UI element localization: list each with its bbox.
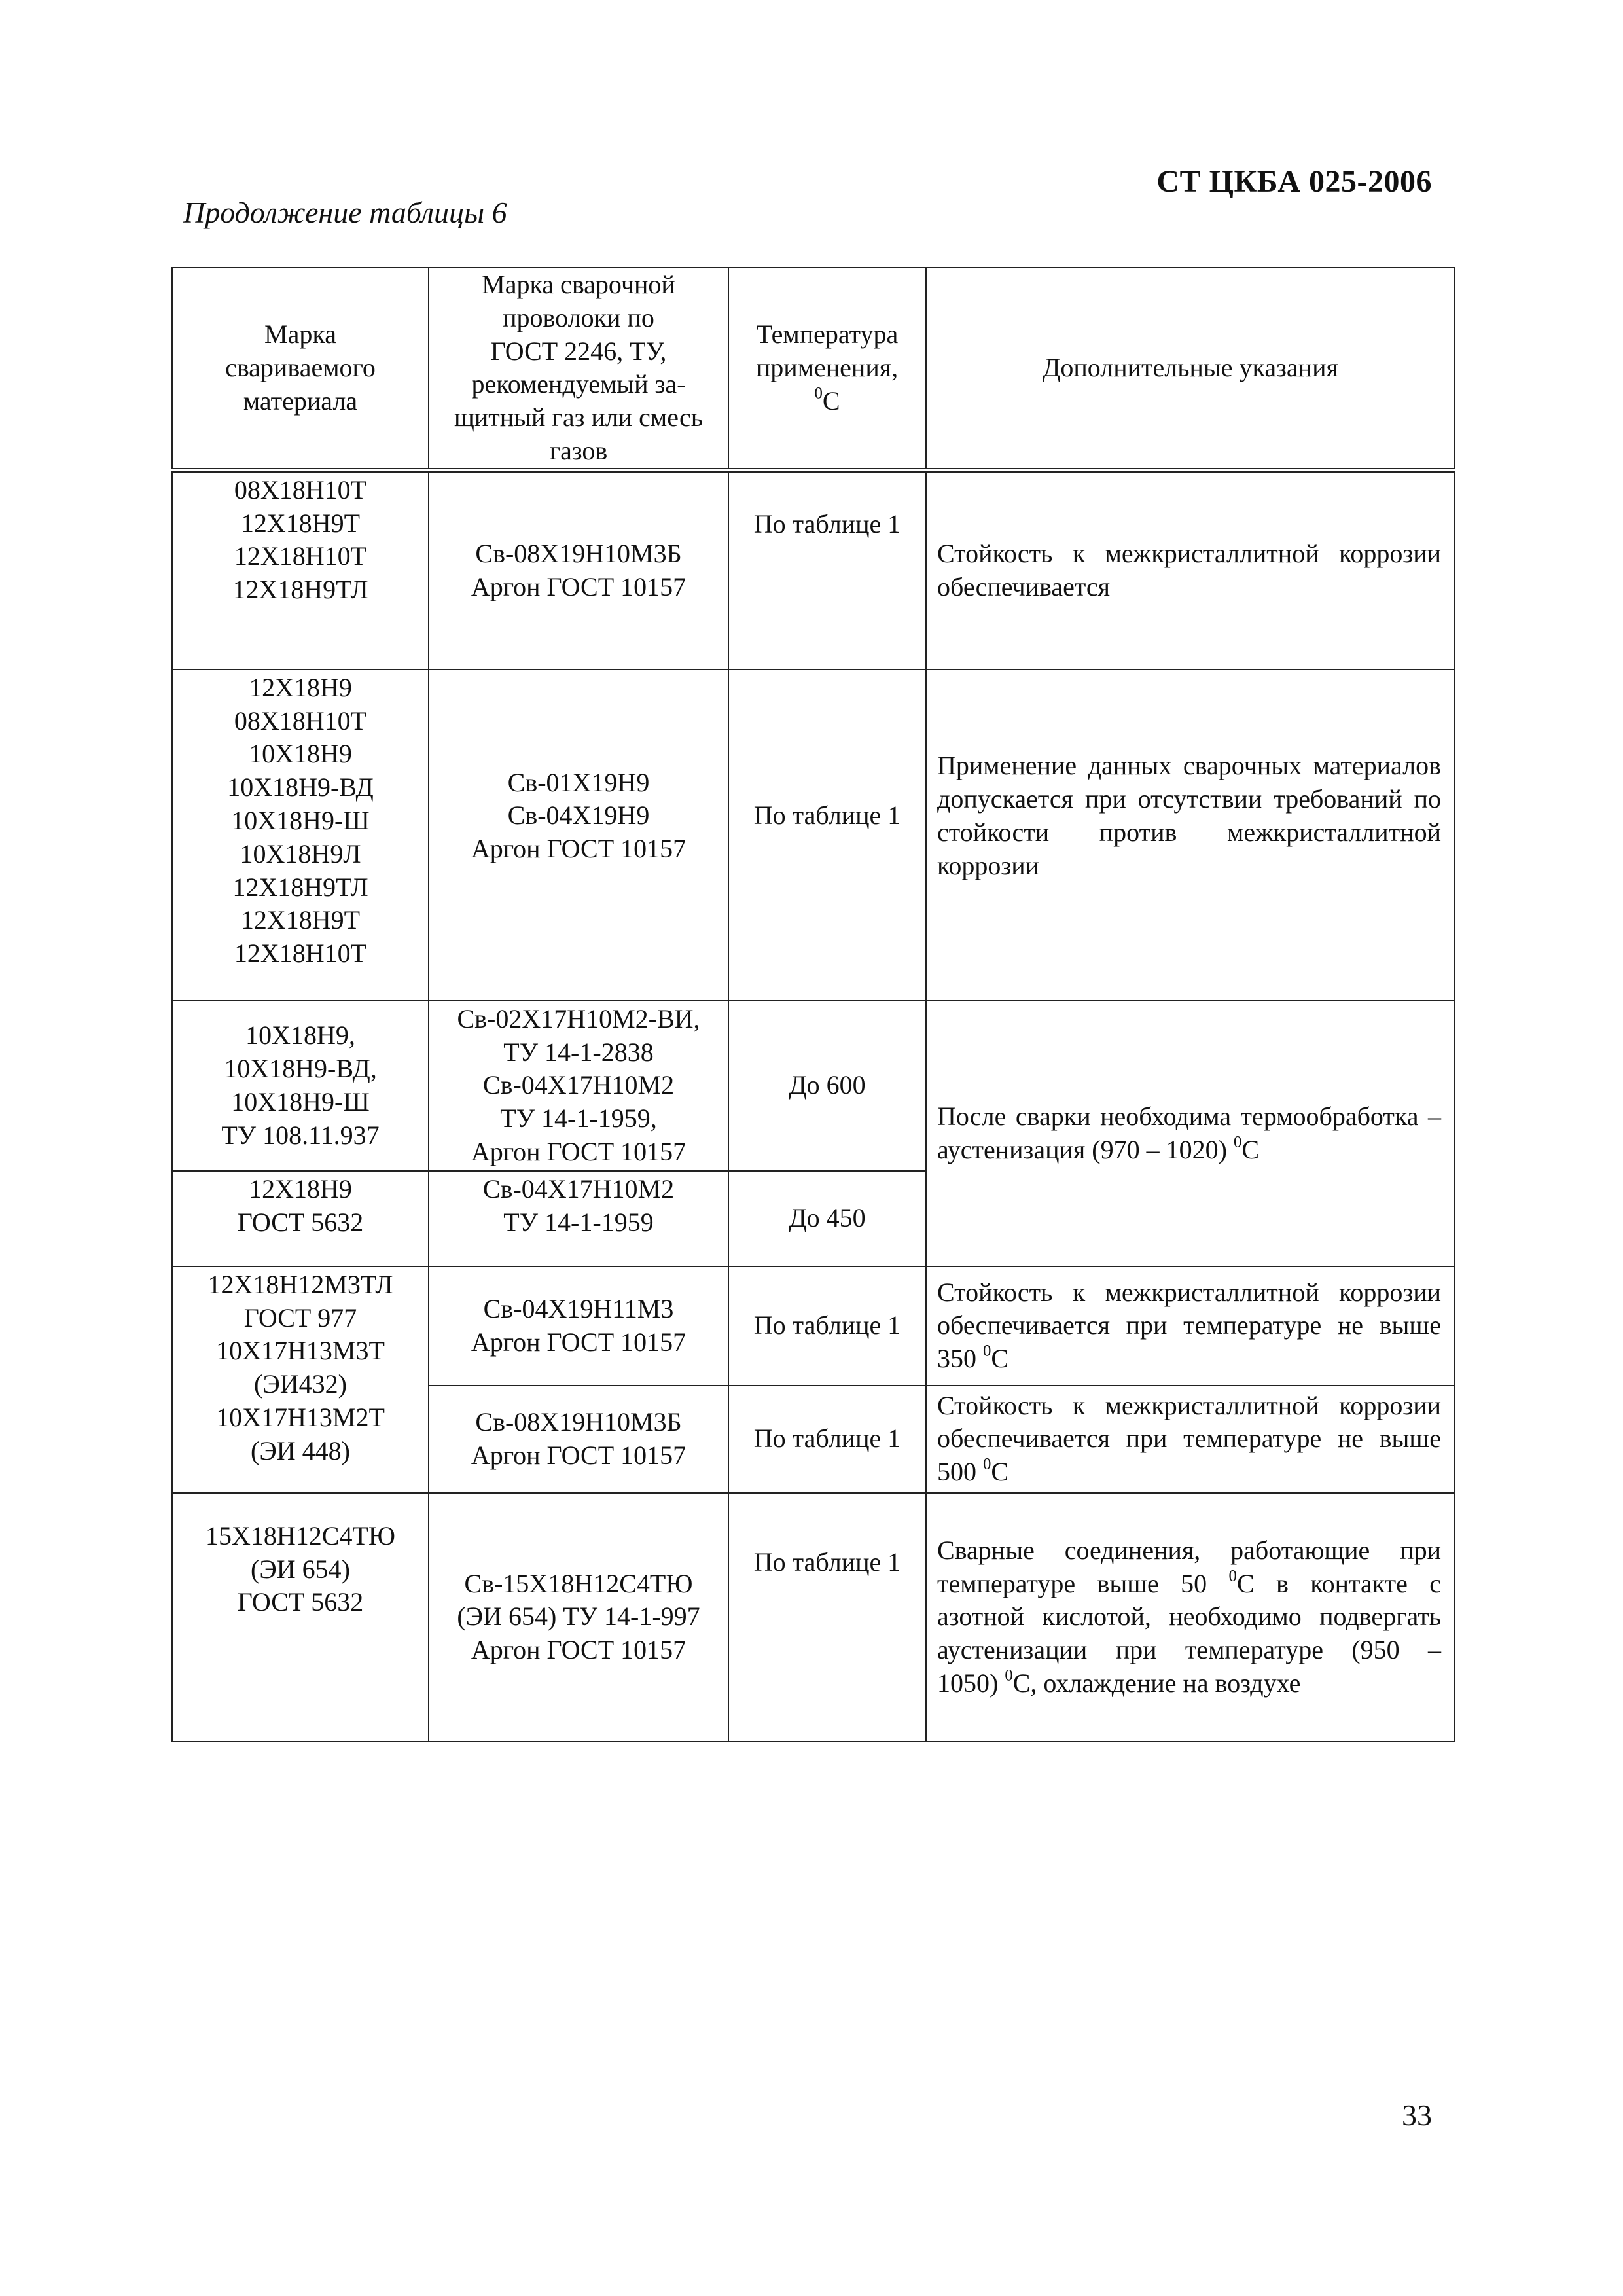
table-row bbox=[172, 1493, 1455, 1742]
table-row bbox=[172, 1001, 1455, 1171]
table-row bbox=[172, 1266, 1455, 1386]
cell-wire: Св-04Х17Н10М2 ТУ 14-1-1959 bbox=[429, 1171, 728, 1266]
cell-wire: Св-08Х19Н10М3Б Аргон ГОСТ 10157 bbox=[429, 470, 728, 670]
cell-note: Стойкость к межкристаллитной коррозии обеспечивается при температуре не выше 350 $^0$С bbox=[926, 1266, 1455, 1386]
welding-materials-table bbox=[171, 267, 1455, 1742]
table-header-row bbox=[172, 268, 1455, 470]
table-row bbox=[172, 470, 1455, 670]
cell-temperature: До 600 bbox=[728, 1001, 926, 1171]
cell-note: Стойкость к межкристаллитной коррозии обеспечивается bbox=[926, 470, 1455, 670]
cell-note: Применение данных сварочных материалов допускается при отсутствии требований по стойкости против межкристаллитной коррозии bbox=[926, 670, 1455, 1001]
page-number: 33 bbox=[1402, 2098, 1432, 2132]
cell-material: 10Х18Н9, 10Х18Н9-ВД, 10Х18Н9-Ш ТУ 108.11.937 bbox=[172, 1001, 429, 1171]
table-row bbox=[172, 670, 1455, 1001]
header-temperature: Температура применения, $^0$С bbox=[728, 268, 926, 470]
cell-temperature: По таблице 1 bbox=[728, 1386, 926, 1493]
cell-wire: Св-01Х19Н9 Св-04Х19Н9 Аргон ГОСТ 10157 bbox=[429, 670, 728, 1001]
cell-wire: Св-04Х19Н11М3 Аргон ГОСТ 10157 bbox=[429, 1266, 728, 1386]
cell-wire: Св-02Х17Н10М2-ВИ, ТУ 14-1-2838 Св-04Х17Н10М2 ТУ 14-1-1959, Аргон ГОСТ 10157 bbox=[429, 1001, 728, 1171]
cell-wire: Св-15Х18Н12С4ТЮ (ЭИ 654) ТУ 14-1-997 Аргон ГОСТ 10157 bbox=[429, 1493, 728, 1742]
cell-material: 12Х18Н9 ГОСТ 5632 bbox=[172, 1171, 429, 1266]
cell-note: Сварные соединения, работающие при температуре выше 50 $^0$С в контакте с азотной кислотой, необходимо подвергать аустенизации при температуре (950 – 1050) $^0$С, охлаждение на воздухе bbox=[926, 1493, 1455, 1742]
document-code: СТ ЦКБА 025-2006 bbox=[1156, 164, 1432, 199]
cell-temperature: По таблице 1 bbox=[728, 470, 926, 670]
cell-material: 08Х18Н10Т 12Х18Н9Т 12Х18Н10Т 12Х18Н9ТЛ bbox=[172, 470, 429, 670]
cell-temperature: По таблице 1 bbox=[728, 1493, 926, 1742]
header-wire: Марка сварочной проволоки по ГОСТ 2246, ТУ, рекомендуемый за- щитный газ или смесь газов bbox=[429, 268, 728, 470]
cell-material: 12Х18Н12М3ТЛ ГОСТ 977 10Х17Н13М3Т (ЭИ432) 10Х17Н13М2Т (ЭИ 448) bbox=[172, 1266, 429, 1493]
header-notes: Дополнительные указания bbox=[926, 268, 1455, 470]
cell-temperature: По таблице 1 bbox=[728, 670, 926, 1001]
cell-wire: Св-08Х19Н10М3Б Аргон ГОСТ 10157 bbox=[429, 1386, 728, 1493]
cell-note: Стойкость к межкристаллитной коррозии обеспечивается при температуре не выше 500 $^0$С bbox=[926, 1386, 1455, 1493]
cell-temperature: По таблице 1 bbox=[728, 1266, 926, 1386]
table-continuation-caption: Продолжение таблицы 6 bbox=[183, 196, 507, 229]
header-material: Марка свариваемого материала bbox=[172, 268, 429, 470]
cell-material: 15Х18Н12С4ТЮ (ЭИ 654) ГОСТ 5632 bbox=[172, 1493, 429, 1742]
cell-note: После сварки необходима термообработка – аустенизация (970 – 1020) $^0$С bbox=[926, 1001, 1455, 1266]
cell-material: 12Х18Н9 08Х18Н10Т 10Х18Н9 10Х18Н9-ВД 10Х18Н9-Ш 10Х18Н9Л 12Х18Н9ТЛ 12Х18Н9Т 12Х18Н10Т bbox=[172, 670, 429, 1001]
cell-temperature: До 450 bbox=[728, 1171, 926, 1266]
